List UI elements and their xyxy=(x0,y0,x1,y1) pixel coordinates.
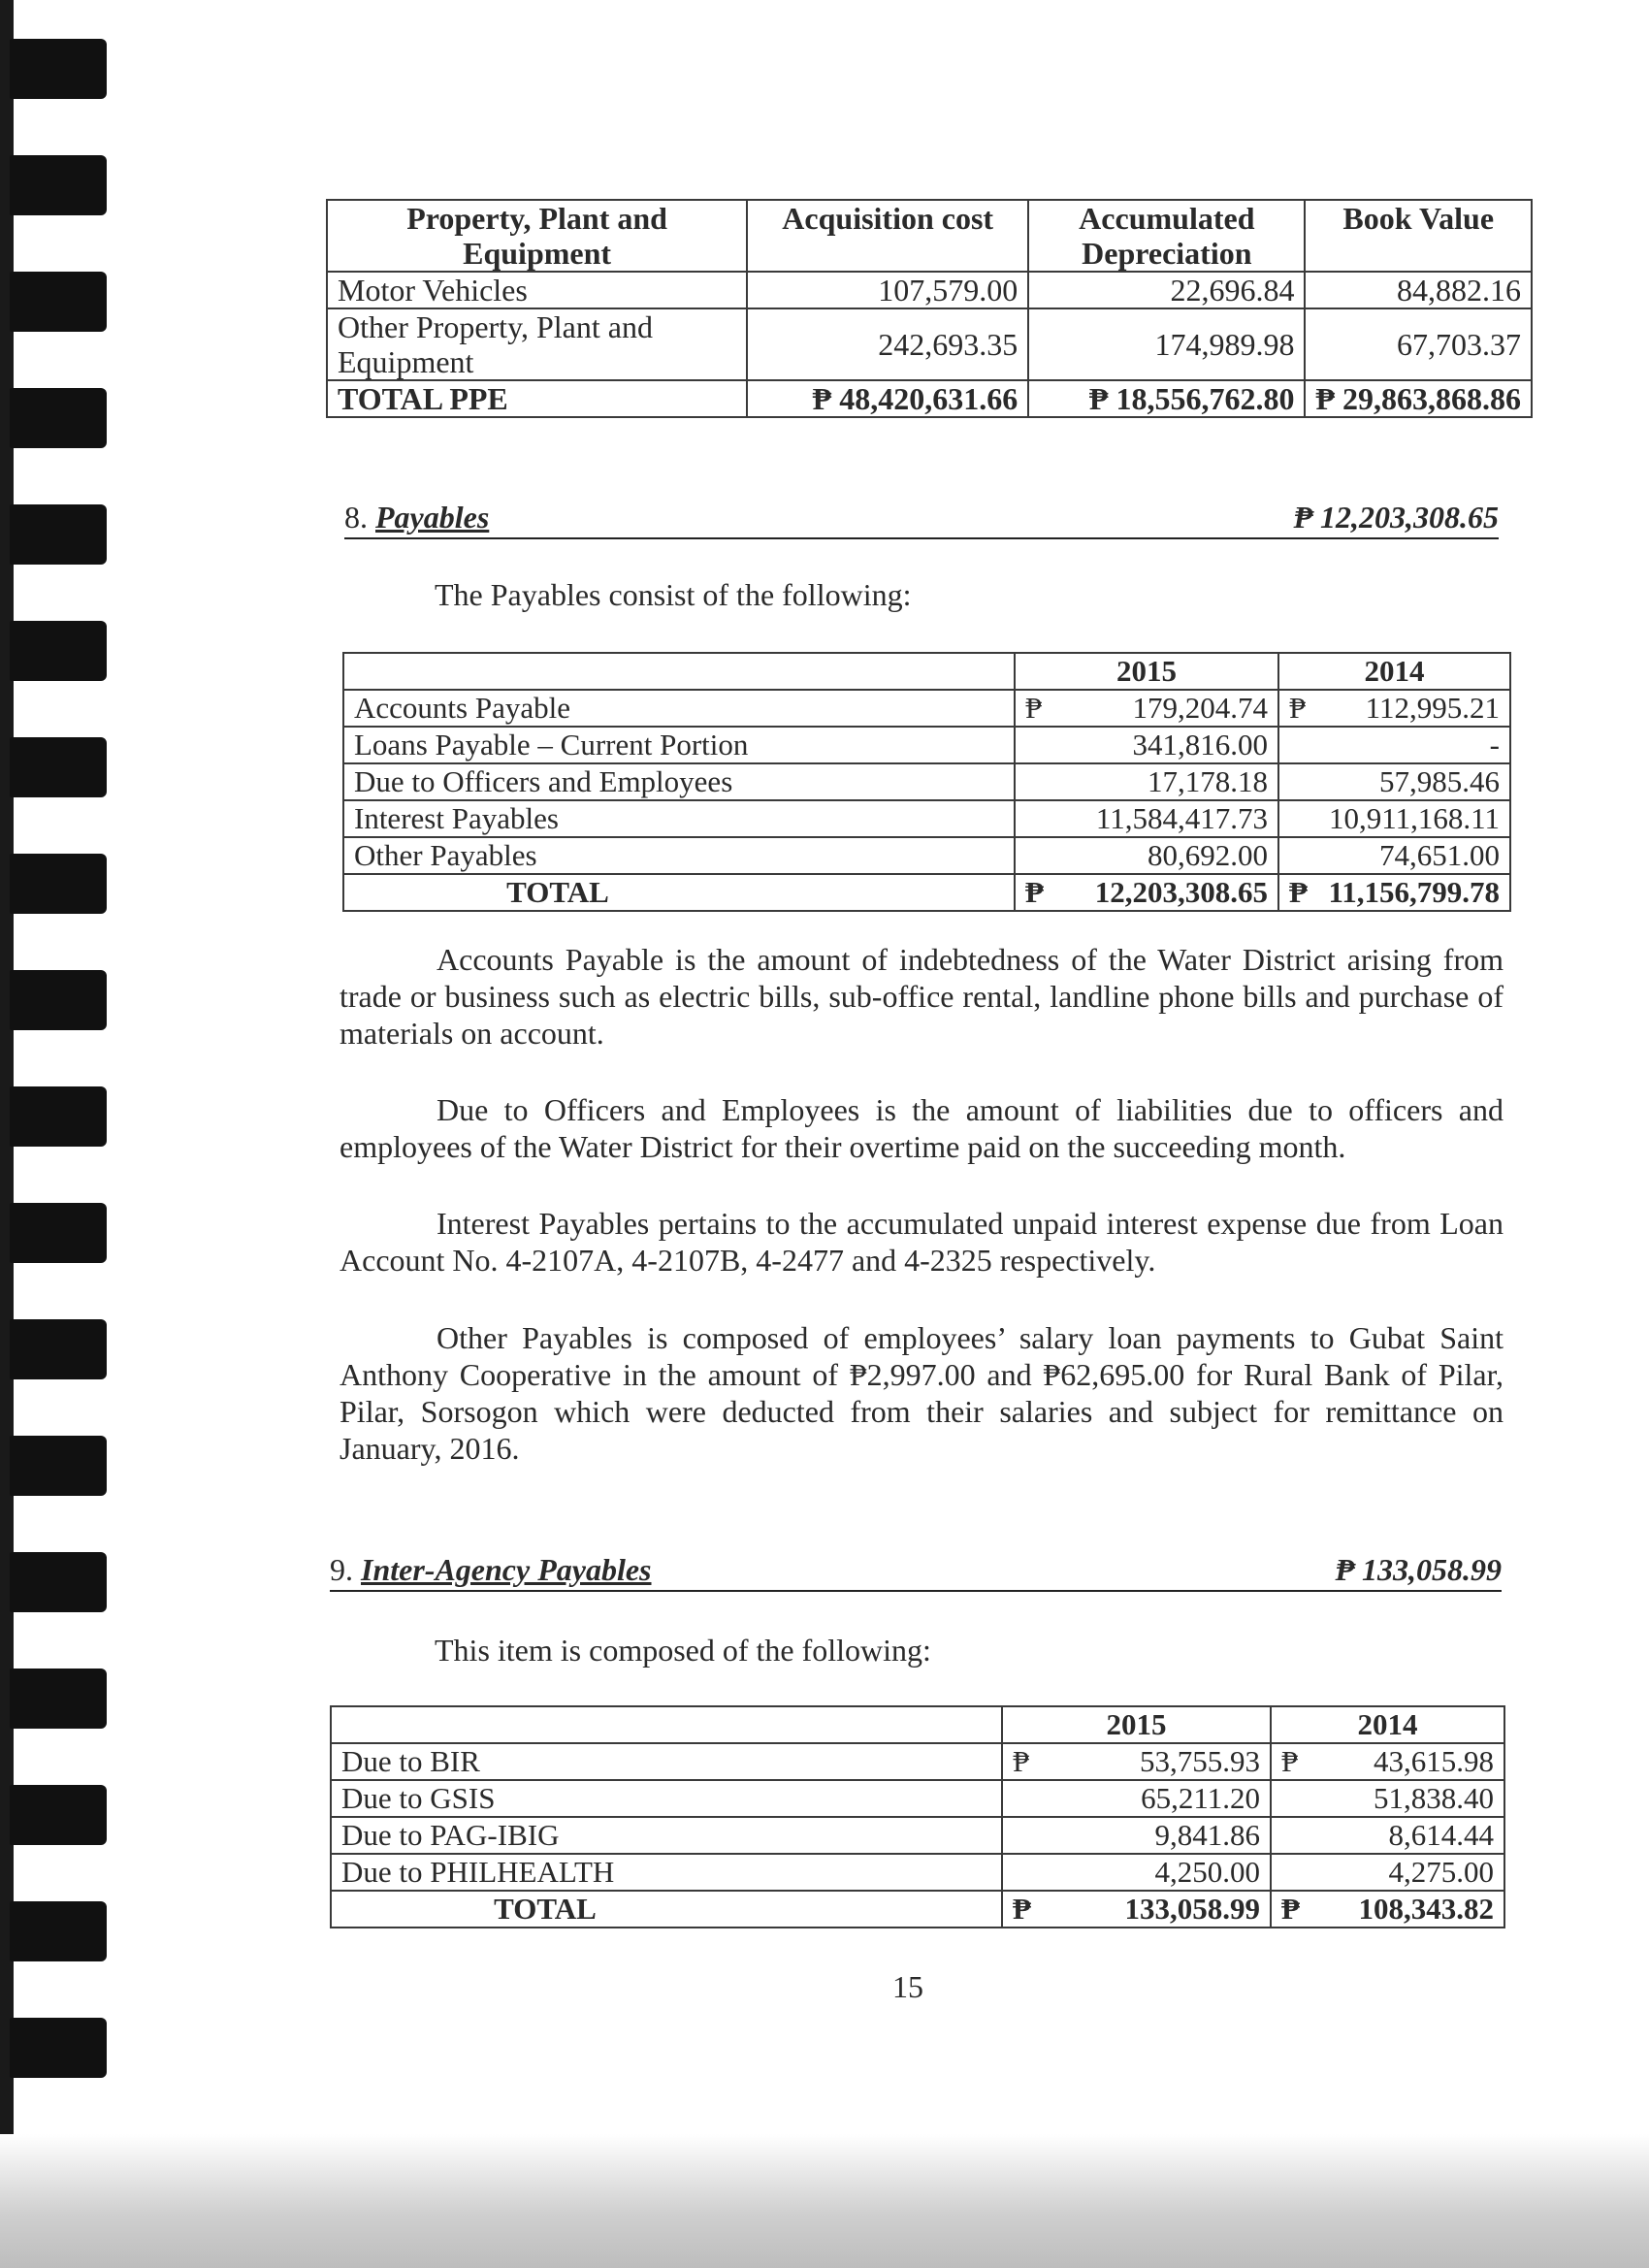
binding-ring xyxy=(10,272,107,332)
ppe-header-depreciation: Accumulated Depreciation xyxy=(1028,200,1305,272)
payables-intro: The Payables consist of the following: xyxy=(435,577,912,612)
payables-row-2014: 57,985.46 xyxy=(1278,763,1510,800)
binding-ring xyxy=(10,388,107,448)
inter-agency-row-label: Due to PAG-IBIG xyxy=(331,1817,1002,1854)
ppe-header-cost: Acquisition cost xyxy=(747,200,1028,272)
payables-row-2014: ₱ 112,995.21 xyxy=(1278,690,1510,727)
binding-ring xyxy=(10,1785,107,1845)
payables-row-2015: 17,178.18 xyxy=(1015,763,1278,800)
ppe-total-cost: ₱ 48,420,631.66 xyxy=(747,380,1028,417)
payables-row-2014: 74,651.00 xyxy=(1278,837,1510,874)
peso-sign: ₱ xyxy=(1025,691,1043,725)
binding-ring xyxy=(10,854,107,914)
inter-agency-header-row xyxy=(331,1706,1504,1743)
payables-header-2015: 2015 xyxy=(1015,653,1278,690)
inter-agency-heading xyxy=(330,1552,1502,1592)
binding-ring xyxy=(10,39,107,99)
ppe-header-row xyxy=(327,200,1532,272)
table-row xyxy=(331,1854,1504,1891)
peso-sign: ₱ xyxy=(1281,1892,1300,1926)
payables-row-2014: - xyxy=(1278,727,1510,763)
table-row xyxy=(327,308,1532,380)
payables-total-label: TOTAL xyxy=(343,874,1015,911)
table-row xyxy=(343,837,1510,874)
ppe-row-depreciation: 174,989.98 xyxy=(1028,308,1305,380)
ppe-header-book-value: Book Value xyxy=(1305,200,1532,272)
payables-title: Payables xyxy=(375,500,490,535)
payables-row-2014: 10,911,168.11 xyxy=(1278,800,1510,837)
binding-ring xyxy=(10,2018,107,2078)
binding-ring xyxy=(10,1319,107,1379)
ppe-row-label: Other Property, Plant and Equipment xyxy=(327,308,747,380)
payables-row-label: Accounts Payable xyxy=(343,690,1015,727)
ppe-total-book-value: ₱ 29,863,868.86 xyxy=(1305,380,1532,417)
paragraph-interest-payables: Interest Payables pertains to the accumulated unpaid interest expense due from Loan Account No. 4-2107A, 4-2107B, 4-2477 and 4-2325 respectively. xyxy=(340,1206,1504,1278)
inter-agency-total-2015: ₱ 133,058.99 xyxy=(1002,1891,1271,1928)
binding-ring xyxy=(10,970,107,1030)
peso-sign: ₱ xyxy=(1025,875,1044,909)
peso-sign: ₱ xyxy=(1289,691,1307,725)
inter-agency-row-2014: 8,614.44 xyxy=(1271,1817,1504,1854)
payables-total-2015: ₱ 12,203,308.65 xyxy=(1015,874,1278,911)
peso-sign: ₱ xyxy=(1013,1892,1031,1926)
payables-row-label: Due to Officers and Employees xyxy=(343,763,1015,800)
payables-row-2015: 341,816.00 xyxy=(1015,727,1278,763)
payables-total-2014: ₱ 11,156,799.78 xyxy=(1278,874,1510,911)
table-row xyxy=(327,272,1532,308)
binding-ring xyxy=(10,1669,107,1729)
inter-agency-amount: ₱ 133,058.99 xyxy=(1335,1552,1502,1587)
payables-header-row xyxy=(343,653,1510,690)
payables-heading xyxy=(344,500,1499,539)
binding-ring xyxy=(10,1901,107,1961)
binding-ring xyxy=(10,504,107,565)
table-row xyxy=(331,1817,1504,1854)
ppe-row-cost: 242,693.35 xyxy=(747,308,1028,380)
peso-sign: ₱ xyxy=(1289,875,1308,909)
inter-agency-row-2014: 51,838.40 xyxy=(1271,1780,1504,1817)
table-row xyxy=(343,690,1510,727)
inter-agency-header-2015: 2015 xyxy=(1002,1706,1271,1743)
inter-agency-intro: This item is composed of the following: xyxy=(435,1633,931,1668)
table-row xyxy=(331,1780,1504,1817)
table-row xyxy=(331,1743,1504,1780)
paragraph-due-to-officers: Due to Officers and Employees is the amount of liabilities due to officers and employees of the Water District for their overtime paid on the succeeding month. xyxy=(340,1092,1504,1164)
peso-sign: ₱ xyxy=(1281,1744,1299,1778)
inter-agency-row-2015: 65,211.20 xyxy=(1002,1780,1271,1817)
payables-row-label: Other Payables xyxy=(343,837,1015,874)
paragraph-other-payables: Other Payables is composed of employees’ salary loan payments to Gubat Saint Anthony Cooperative in the amount of ₱2,997.00 and ₱62,695.00 for Rural Bank of Pilar, Pilar, Sorsogon which were deducted from their salaries and subject for remittance on January, 2016. xyxy=(340,1320,1504,1466)
inter-agency-row-2015: 4,250.00 xyxy=(1002,1854,1271,1891)
payables-table xyxy=(342,652,1511,912)
inter-agency-row-2015: 9,841.86 xyxy=(1002,1817,1271,1854)
inter-agency-row-2014: 4,275.00 xyxy=(1271,1854,1504,1891)
binding-ring xyxy=(10,1203,107,1263)
ppe-row-label: Motor Vehicles xyxy=(327,272,747,308)
inter-agency-row-label: Due to PHILHEALTH xyxy=(331,1854,1002,1891)
payables-amount: ₱ 12,203,308.65 xyxy=(1293,500,1499,535)
ppe-header-item: Property, Plant and Equipment xyxy=(327,200,747,272)
table-row xyxy=(343,763,1510,800)
payables-row-2015: ₱ 179,204.74 xyxy=(1015,690,1278,727)
payables-header-2014: 2014 xyxy=(1278,653,1510,690)
binding-ring xyxy=(10,1436,107,1496)
inter-agency-header-2014: 2014 xyxy=(1271,1706,1504,1743)
binding-ring xyxy=(10,737,107,797)
payables-row-label: Loans Payable – Current Portion xyxy=(343,727,1015,763)
inter-agency-row-label: Due to GSIS xyxy=(331,1780,1002,1817)
inter-agency-total-2014: ₱ 108,343.82 xyxy=(1271,1891,1504,1928)
inter-agency-total-label: TOTAL xyxy=(331,1891,1002,1928)
ppe-row-cost: 107,579.00 xyxy=(747,272,1028,308)
binding-ring xyxy=(10,155,107,215)
table-row xyxy=(343,800,1510,837)
inter-agency-row-2014: ₱ 43,615.98 xyxy=(1271,1743,1504,1780)
page-number: 15 xyxy=(892,1969,923,2004)
inter-agency-title: Inter-Agency Payables xyxy=(361,1552,652,1587)
binding-ring xyxy=(10,621,107,681)
page-edge-shadow xyxy=(0,2134,1649,2268)
payables-number: 8. xyxy=(344,500,368,535)
spiral-binding xyxy=(0,0,116,2268)
inter-agency-row-2015: ₱ 53,755.93 xyxy=(1002,1743,1271,1780)
table-row xyxy=(343,727,1510,763)
binding-ring xyxy=(10,1552,107,1612)
binding-ring xyxy=(10,1086,107,1147)
ppe-total-row xyxy=(327,380,1532,417)
inter-agency-number: 9. xyxy=(330,1552,353,1587)
payables-header-blank xyxy=(343,653,1015,690)
payables-row-label: Interest Payables xyxy=(343,800,1015,837)
payables-total-row xyxy=(343,874,1510,911)
payables-row-2015: 80,692.00 xyxy=(1015,837,1278,874)
ppe-total-label: TOTAL PPE xyxy=(327,380,747,417)
paragraph-accounts-payable: Accounts Payable is the amount of indebtedness of the Water District arising from trade or business such as electric bills, sub-office rental, landline phone bills and purchase of materials on account. xyxy=(340,942,1504,1051)
ppe-row-depreciation: 22,696.84 xyxy=(1028,272,1305,308)
inter-agency-header-blank xyxy=(331,1706,1002,1743)
ppe-total-depreciation: ₱ 18,556,762.80 xyxy=(1028,380,1305,417)
inter-agency-total-row xyxy=(331,1891,1504,1928)
payables-row-2015: 11,584,417.73 xyxy=(1015,800,1278,837)
peso-sign: ₱ xyxy=(1013,1744,1030,1778)
ppe-row-book-value: 84,882.16 xyxy=(1305,272,1532,308)
inter-agency-table xyxy=(330,1705,1505,1928)
ppe-row-book-value: 67,703.37 xyxy=(1305,308,1532,380)
ppe-table xyxy=(326,199,1533,418)
inter-agency-row-label: Due to BIR xyxy=(331,1743,1002,1780)
